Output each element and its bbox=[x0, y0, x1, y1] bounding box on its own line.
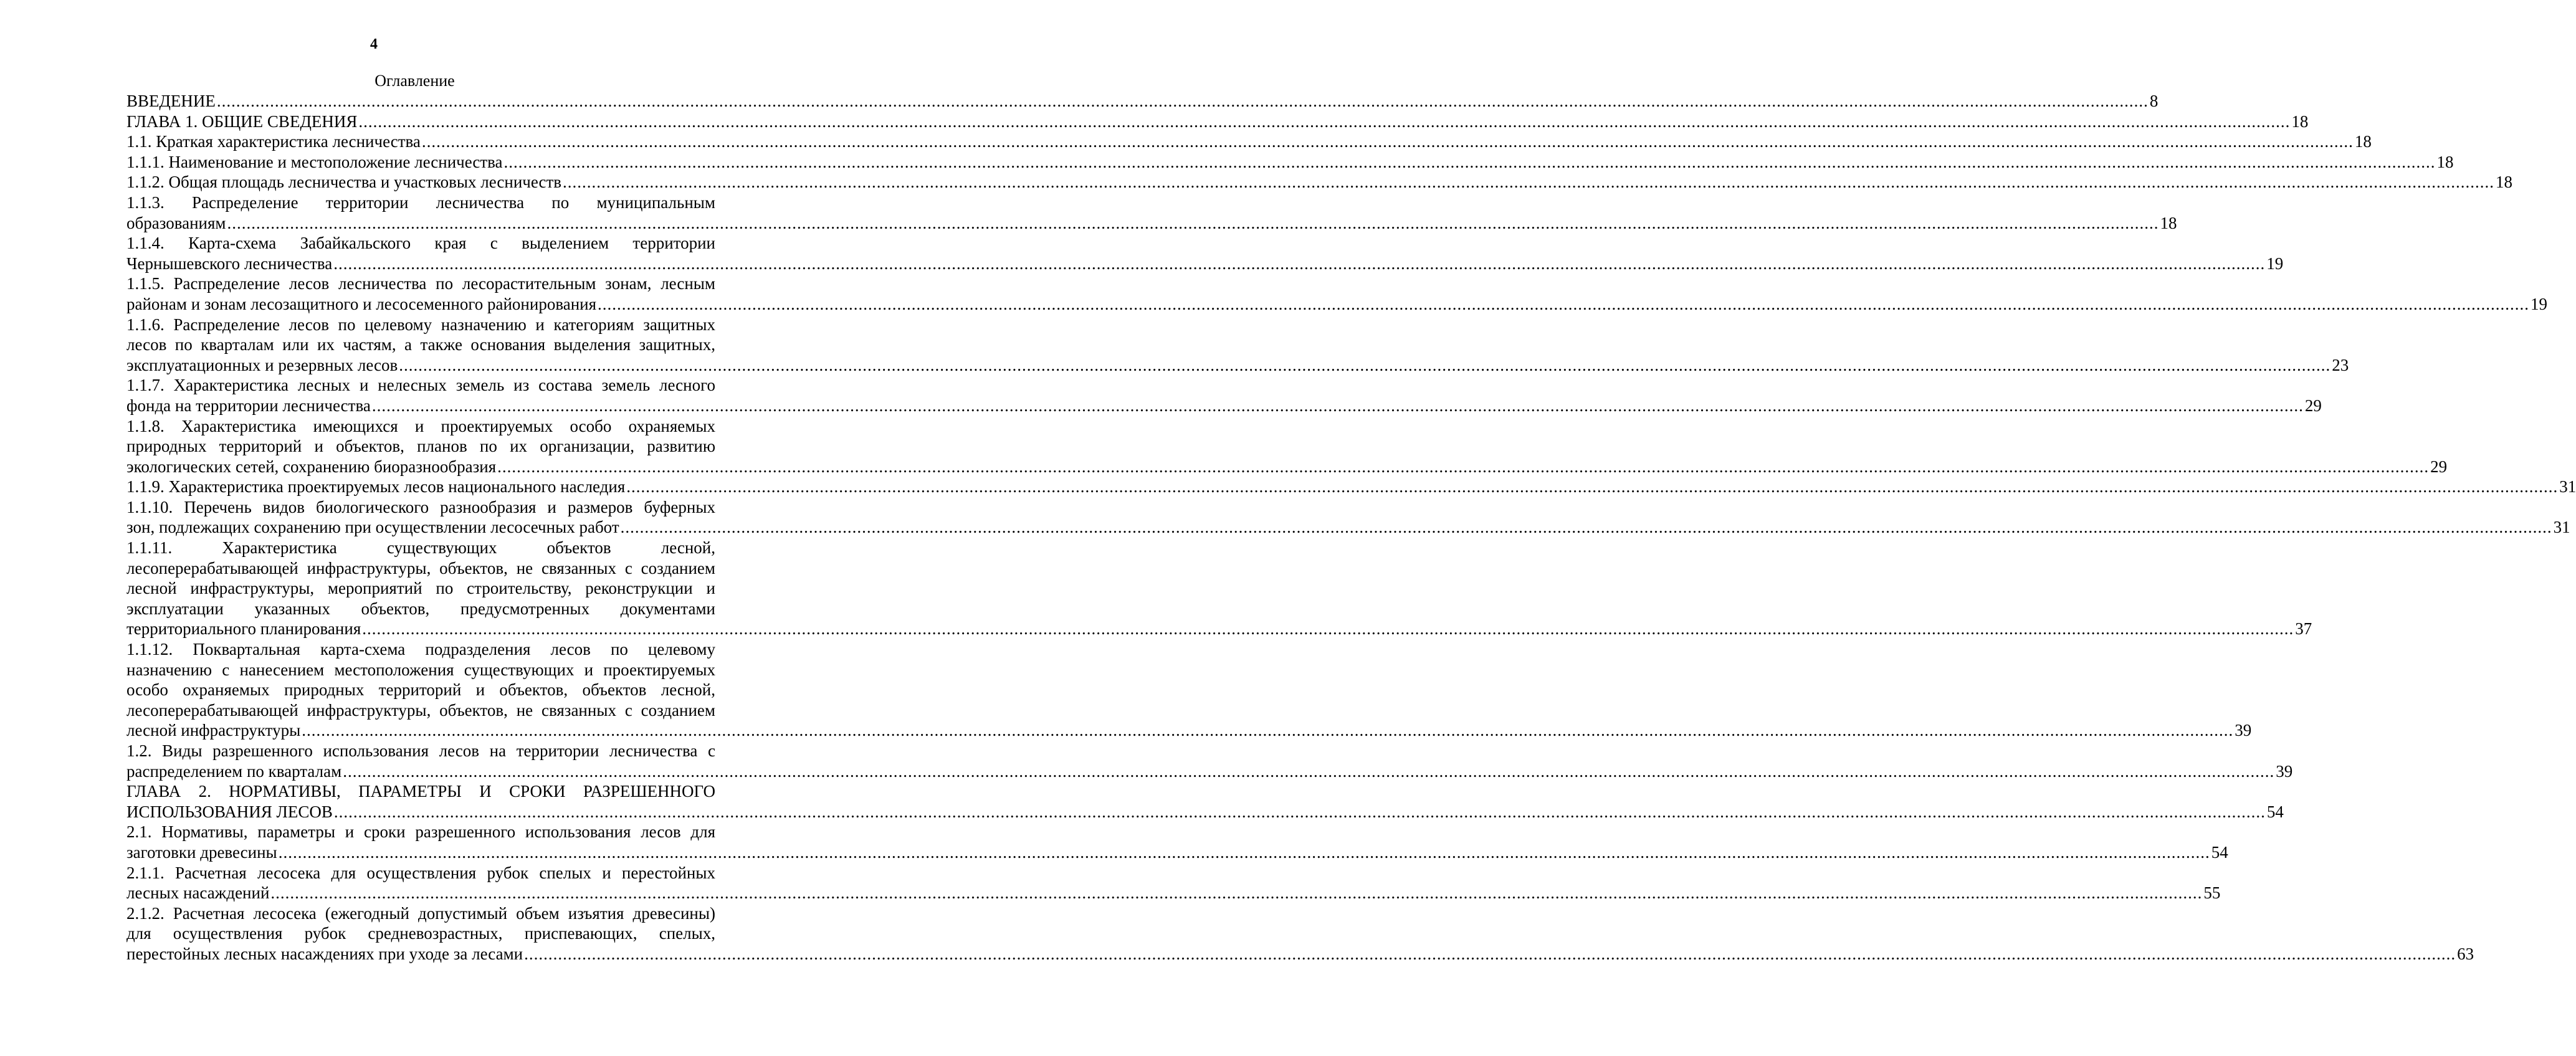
dot-leader: ................................................................................................................................................................................................................................................................................................................................................................................................................ bbox=[371, 396, 2304, 415]
toc-entry-text: лесной инфраструктуры bbox=[126, 721, 301, 740]
toc-entry-last-line bbox=[126, 172, 2513, 193]
toc-entry-last-line bbox=[126, 152, 2454, 173]
toc-entry-line: для осуществления рубок средневозрастных, приспевающих, спелых, bbox=[126, 924, 715, 943]
toc-entry-line: лесов по кварталам или их частям, а также основания выделения защитных, bbox=[126, 335, 715, 354]
dot-leader: ................................................................................................................................................................................................................................................................................................................................................................................................................ bbox=[333, 254, 2266, 273]
toc-entry bbox=[126, 822, 2228, 862]
toc-entry-text: зон, подлежащих сохранению при осуществлении лесосечных работ bbox=[126, 518, 619, 537]
toc-entry-line: 1.1.10. Перечень видов биологического разнообразия и размеров буферных bbox=[126, 497, 715, 516]
toc-entry-text: образованиям bbox=[126, 213, 226, 232]
toc-entry-text: экологических сетей, сохранению биоразнообразия bbox=[126, 457, 497, 476]
toc-entry-text: ИСПОЛЬЗОВАНИЯ ЛЕСОВ bbox=[126, 802, 333, 821]
toc-entry-text: 1.1. Краткая характеристика лесничества bbox=[126, 132, 421, 151]
dot-leader: ................................................................................................................................................................................................................................................................................................................................................................................................................ bbox=[362, 619, 2294, 639]
toc-entry-last-line bbox=[126, 457, 2448, 477]
dot-leader: ................................................................................................................................................................................................................................................................................................................................................................................................................ bbox=[270, 883, 2203, 903]
toc-entry-line: 2.1.2. Расчетная лесосека (ежегодный допустимый объем изъятия древесины) bbox=[126, 903, 715, 923]
toc-entry-line: природных территорий и объектов, планов по их организации, развитию bbox=[126, 437, 715, 456]
toc-entry bbox=[126, 477, 2576, 497]
toc-page-number: 54 bbox=[2211, 842, 2228, 862]
toc-page-number: 23 bbox=[2332, 355, 2349, 374]
toc-entry-last-line bbox=[126, 517, 2570, 538]
toc-entry-text: ВВЕДЕНИЕ bbox=[126, 92, 216, 110]
toc-entry bbox=[126, 233, 2284, 274]
toc-entry-last-line bbox=[126, 883, 2221, 903]
toc-page-number: 18 bbox=[2160, 213, 2177, 232]
toc-entry-last-line bbox=[126, 294, 2548, 315]
toc-page-number: 8 bbox=[2149, 92, 2159, 110]
toc-entry bbox=[126, 741, 2293, 781]
toc-page-number: 29 bbox=[2304, 396, 2322, 415]
toc-page-number: 31 bbox=[2559, 477, 2576, 497]
dot-leader: ................................................................................................................................................................................................................................................................................................................................................................................................................ bbox=[399, 355, 2331, 374]
toc-entry-line: 1.2. Виды разрешенного использования лесов на территории лесничества с bbox=[126, 741, 715, 760]
dot-leader: ................................................................................................................................................................................................................................................................................................................................................................................................................ bbox=[343, 761, 2275, 781]
toc-page-number: 18 bbox=[2496, 173, 2513, 192]
toc-entry-last-line bbox=[126, 91, 2159, 112]
toc-entry-last-line bbox=[126, 131, 2372, 152]
toc-entry bbox=[126, 172, 2513, 193]
toc-entry bbox=[126, 112, 2309, 132]
toc-entry-line: ГЛАВА 2. НОРМАТИВЫ, ПАРАМЕТРЫ И СРОКИ РАЗРЕШЕННОГО bbox=[126, 782, 715, 801]
toc-entry-last-line bbox=[126, 761, 2293, 782]
toc-entry-line: 1.1.11. Характеристика существующих объектов лесной, bbox=[126, 538, 715, 558]
toc-entry bbox=[126, 538, 2312, 639]
toc-entry-line: 2.1.1. Расчетная лесосека для осуществления рубок спелых и перестойных bbox=[126, 863, 715, 882]
toc-entry-last-line bbox=[126, 842, 2228, 863]
dot-leader: ................................................................................................................................................................................................................................................................................................................................................................................................................ bbox=[333, 802, 2266, 821]
toc-entry-text: эксплуатационных и резервных лесов bbox=[126, 355, 398, 374]
toc-entry-text: распределением по кварталам bbox=[126, 761, 342, 781]
dot-leader: ................................................................................................................................................................................................................................................................................................................................................................................................................ bbox=[598, 294, 2530, 313]
toc-entry-last-line bbox=[126, 802, 2284, 822]
toc-entry-text: 1.1.1. Наименование и местоположение лесничества bbox=[126, 152, 503, 171]
dot-leader: ................................................................................................................................................................................................................................................................................................................................................................................................................ bbox=[302, 721, 2234, 740]
toc-entry bbox=[126, 639, 2252, 741]
toc-page-number: 18 bbox=[2354, 132, 2372, 151]
toc-page-number: 39 bbox=[2235, 721, 2252, 740]
toc-entry-last-line bbox=[126, 720, 2252, 741]
toc-entry-text: Чернышевского лесничества bbox=[126, 254, 333, 273]
toc-entry bbox=[126, 497, 2570, 538]
toc-entry-last-line bbox=[126, 477, 2576, 497]
dot-leader: ................................................................................................................................................................................................................................................................................................................................................................................................................ bbox=[227, 213, 2159, 232]
toc-entry-last-line bbox=[126, 619, 2312, 639]
toc-page-number: 37 bbox=[2295, 619, 2312, 639]
dot-leader: ................................................................................................................................................................................................................................................................................................................................................................................................................ bbox=[620, 518, 2552, 537]
dot-leader: ................................................................................................................................................................................................................................................................................................................................................................................................................ bbox=[216, 92, 2149, 110]
dot-leader: ................................................................................................................................................................................................................................................................................................................................................................................................................ bbox=[503, 152, 2436, 171]
toc-entry-text: перестойных лесных насаждениях при уходе за лесами bbox=[126, 944, 523, 963]
toc-title: Оглавление bbox=[374, 72, 455, 90]
dot-leader: ................................................................................................................................................................................................................................................................................................................................................................................................................ bbox=[626, 477, 2559, 497]
toc-entry-text: районам и зонам лесозащитного и лесосеменного районирования bbox=[126, 294, 597, 313]
toc-page-number: 39 bbox=[2276, 761, 2293, 781]
toc-entry bbox=[126, 781, 2284, 822]
toc-entry bbox=[126, 274, 2548, 314]
toc-page-number: 18 bbox=[2291, 112, 2309, 131]
toc-entry-line: 1.1.7. Характеристика лесных и нелесных земель из состава земель лесного bbox=[126, 376, 715, 395]
toc-entry-line: 1.1.4. Карта-схема Забайкальского края с выделением территории bbox=[126, 234, 715, 253]
dot-leader: ................................................................................................................................................................................................................................................................................................................................................................................................................ bbox=[278, 842, 2210, 862]
dot-leader: ................................................................................................................................................................................................................................................................................................................................................................................................................ bbox=[358, 112, 2291, 131]
dot-leader: ................................................................................................................................................................................................................................................................................................................................................................................................................ bbox=[497, 457, 2430, 476]
toc-page-number: 19 bbox=[2531, 294, 2548, 313]
toc-page-number: 29 bbox=[2430, 457, 2448, 476]
toc-entry-last-line bbox=[126, 355, 2349, 376]
toc-entry-last-line bbox=[126, 396, 2322, 416]
toc-entry-last-line bbox=[126, 254, 2284, 274]
toc-entry-text: 1.1.9. Характеристика проектируемых лесов национального наследия bbox=[126, 477, 626, 497]
toc-entry-text: лесных насаждений bbox=[126, 883, 270, 903]
toc-entry bbox=[126, 193, 2177, 233]
dot-leader: ................................................................................................................................................................................................................................................................................................................................................................................................................ bbox=[421, 132, 2354, 151]
toc-entry-text: заготовки древесины bbox=[126, 842, 277, 862]
toc-entry bbox=[126, 315, 2349, 376]
toc-entry bbox=[126, 131, 2372, 152]
table-of-contents bbox=[126, 91, 2576, 964]
toc-entry-line: особо охраняемых природных территорий и объектов, объектов лесной, bbox=[126, 680, 715, 700]
toc-entry-line: 1.1.6. Распределение лесов по целевому назначению и категориям защитных bbox=[126, 315, 715, 334]
page-number: 4 bbox=[370, 36, 378, 52]
dot-leader: ................................................................................................................................................................................................................................................................................................................................................................................................................ bbox=[524, 944, 2456, 963]
toc-entry-line: эксплуатации указанных объектов, предусмотренных документами bbox=[126, 599, 715, 618]
toc-entry-line: лесной инфраструктуры, мероприятий по строительству, реконструкции и bbox=[126, 579, 715, 598]
toc-page-number: 54 bbox=[2266, 802, 2284, 821]
toc-entry-line: лесоперерабатывающей инфраструктуры, объектов, не связанных с созданием bbox=[126, 558, 715, 578]
toc-entry bbox=[126, 375, 2322, 416]
toc-entry bbox=[126, 416, 2448, 477]
toc-entry-line: 1.1.5. Распределение лесов лесничества по лесорастительным зонам, лесным bbox=[126, 274, 715, 293]
toc-entry-last-line bbox=[126, 112, 2309, 132]
toc-entry-text: ГЛАВА 1. ОБЩИЕ СВЕДЕНИЯ bbox=[126, 112, 358, 131]
toc-entry-line: 1.1.12. Поквартальная карта-схема подразделения лесов по целевому bbox=[126, 640, 715, 659]
toc-entry-line: 1.1.8. Характеристика имеющихся и проектируемых особо охраняемых bbox=[126, 416, 715, 435]
toc-entry-line: 2.1. Нормативы, параметры и сроки разрешенного использования лесов для bbox=[126, 822, 715, 842]
toc-entry-line: назначению с нанесением местоположения существующих и проектируемых bbox=[126, 660, 715, 679]
toc-entry bbox=[126, 91, 2159, 112]
toc-page-number: 55 bbox=[2203, 883, 2221, 903]
toc-entry bbox=[126, 863, 2221, 903]
toc-page-number: 19 bbox=[2266, 254, 2284, 273]
toc-entry-line: 1.1.3. Распределение территории лесничества по муниципальным bbox=[126, 193, 715, 212]
toc-entry-last-line bbox=[126, 944, 2474, 964]
toc-page-number: 31 bbox=[2553, 518, 2570, 537]
dot-leader: ................................................................................................................................................................................................................................................................................................................................................................................................................ bbox=[563, 173, 2495, 192]
toc-entry-text: территориального планирования bbox=[126, 619, 361, 639]
toc-entry bbox=[126, 152, 2454, 173]
toc-entry-text: 1.1.2. Общая площадь лесничества и участковых лесничеств bbox=[126, 173, 562, 192]
toc-page-number: 18 bbox=[2436, 152, 2454, 171]
toc-entry bbox=[126, 903, 2474, 964]
toc-entry-text: фонда на территории лесничества bbox=[126, 396, 371, 415]
toc-entry-last-line bbox=[126, 213, 2177, 234]
toc-entry-line: лесоперерабатывающей инфраструктуры, объектов, не связанных с созданием bbox=[126, 700, 715, 720]
toc-page-number: 63 bbox=[2457, 944, 2474, 963]
